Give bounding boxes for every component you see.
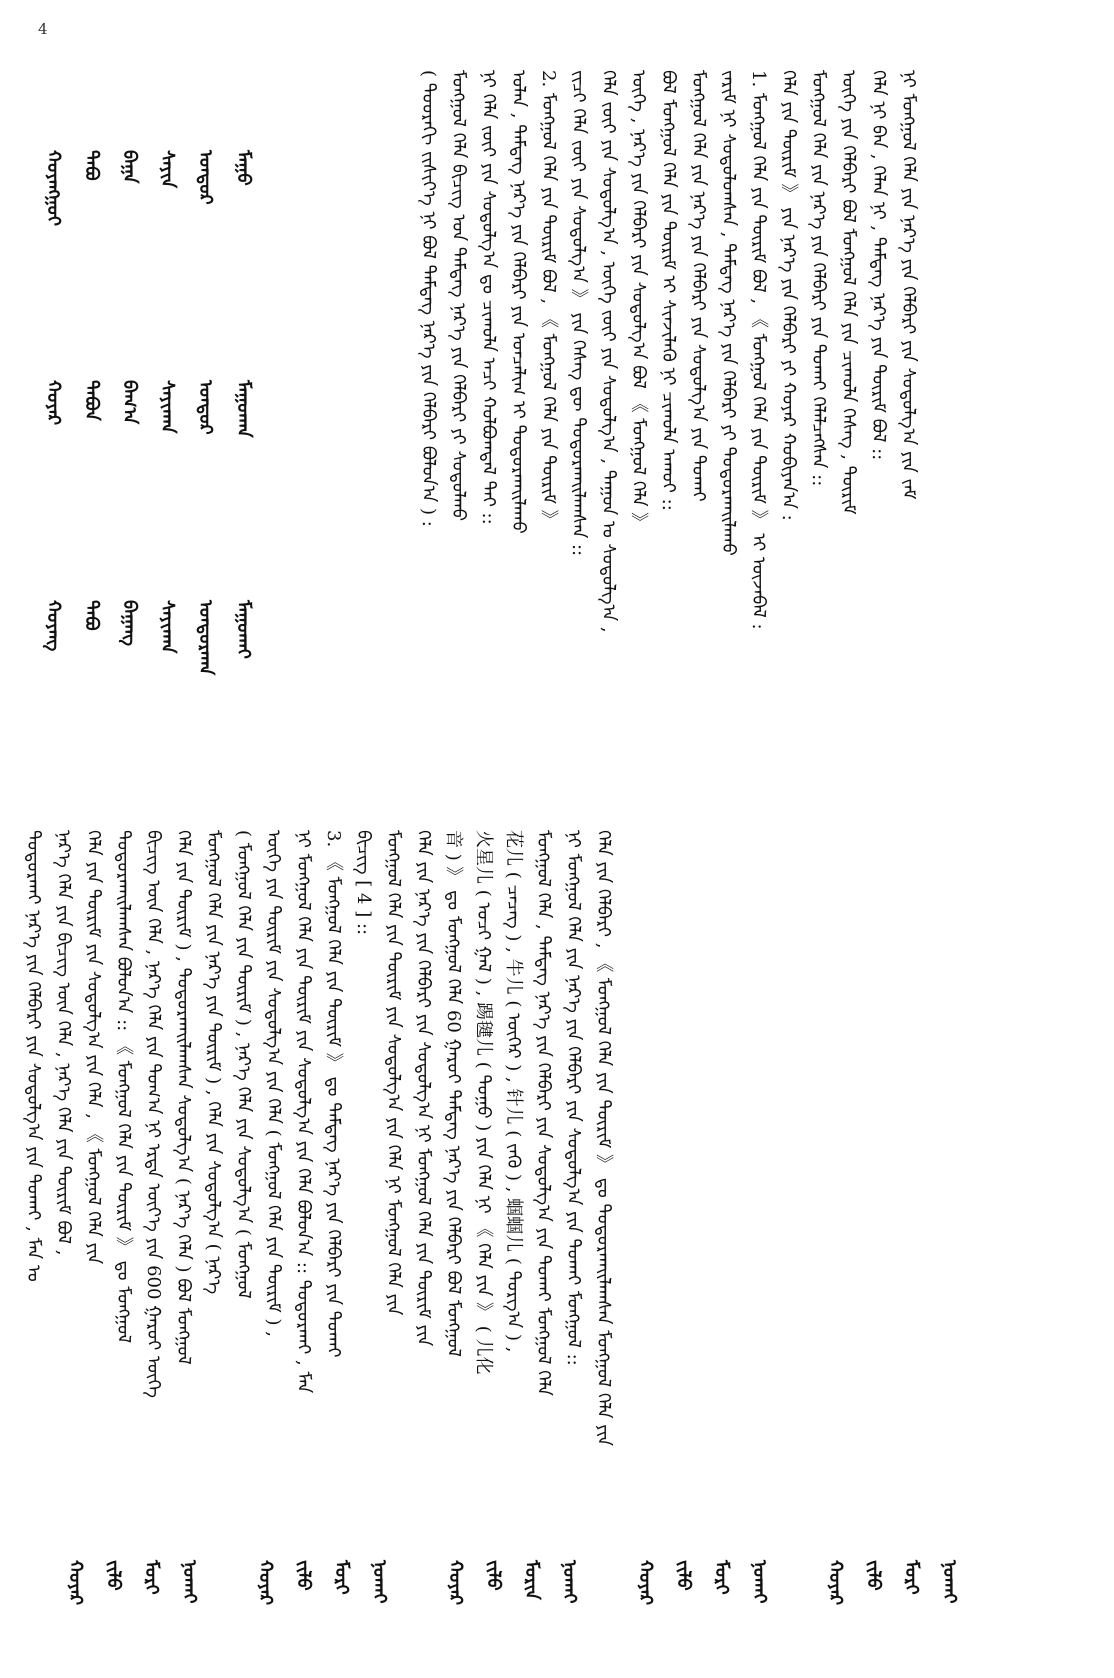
word-table-cell: ᠮᠣᠷᠢ [711, 1560, 732, 1595]
word-table-cell: ᠬᠣᠶᠠᠷ [825, 1560, 846, 1606]
text-line: ᠮᠣᠩᠭᠣᠯ ᠬᠡᠯᠡ ᠶᠢᠨ ᠨᠡᠷ᠎ᠡ ᠶᠢᠨ ᠳᠦᠷᠢᠮ ) , ᠬᠡᠯᠡ ᠶᠢᠨ ᠰᠤᠳᠤᠯᠭ᠎ᠠ ( ᠨᠡᠷ᠎ᠡ [203, 830, 224, 1295]
word-table-cell: ᠲᠠᠪᠤ [81, 600, 102, 631]
text-line: ᠮᠣᠩᠭᠣᠯ ᠬᠡᠯᠡ ᠶᠢᠨ ᠨᠡᠷ᠎ᠡ ᠶᠢᠨ ᠬᠡᠯᠪᠡᠷᠢ ᠶᠢᠨ ᠰᠤᠳᠤᠯᠭ᠎ᠠ ᠶᠢᠨ ᠲᠤᠬᠠᠢ [688, 70, 709, 502]
word-table-cell: ᠮᠠᠭᠤᠬᠠᠨ [233, 380, 254, 438]
word-table-cell: ᠤᠨᠳᠤᠷᠬᠠᠨ [195, 600, 216, 676]
bottom-text-columns [20, 830, 620, 1590]
word-table-cell: ᠬᠣᠶᠠᠷ [43, 380, 64, 426]
word-table-cell: ᠬᠣᠶᠠᠩ [43, 600, 64, 652]
word-table-cell: ᠨᠣᠬᠠᠢ [939, 1560, 960, 1604]
word-table-cell: ᠪᠠᠭ᠎ᠠ [119, 380, 140, 425]
text-line: ᠬᠡᠯᠡ ᠶᠢᠨ ᠨᠡᠷ᠎ᠡ ᠶᠢᠨ ᠬᠡᠯᠪᠡᠷᠢ ᠶᠢᠨ ᠰᠤᠳᠤᠯᠭ᠎ᠠ ᠨᠢ ᠮᠣᠩᠭᠣᠯ ᠬᠡᠯᠡ ᠶᠢᠨ ᠳᠦᠷᠢᠮ ᠶᠢᠨ [413, 830, 434, 1347]
text-line: ( ᠮᠣᠩᠭᠣᠯ ᠬᠡᠯᠡ ᠶᠢᠨ ᠳᠦᠷᠢᠮ ) , ᠨᠡᠷ᠎ᠡ ᠬᠡᠯᠡ ᠶᠢᠨ ᠰᠤᠳᠤᠯᠭ᠎ᠠ ( ᠮᠣᠩᠭᠣᠯ [233, 830, 254, 1299]
word-table-cell: ᠮᠠᠭᠤ [233, 150, 254, 186]
word-table-cell: ᠬᠣᠶᠠᠷ [65, 1560, 86, 1606]
text-line: ( ᠳᠣᠣᠷᠠᠬᠢ ᠵᠢᠱᠢᠶ᠎ᠡ ᠨᠢ ᠪᠣᠯ ᠲᠡᠮᠳᠡᠭ ᠨᠡᠷ᠎ᠡ ᠶᠢᠨ ᠬᠡᠯᠪᠡᠷᠢ ᠪᠣᠯᠤᠨ᠎ᠠ ) : [418, 70, 439, 527]
word-table-cell: ᠵᠢᠯᠦ [293, 1560, 314, 1591]
text-line: ᠬᠡᠯᠡ ᠶᠢᠨ ᠳᠦᠷᠢᠮ 》 ᠶᠢᠨ ᠨᠡᠷ᠎ᠡ ᠶᠢᠨ ᠬᠡᠯᠪᠡᠷᠢ ᠶᠢ ᠬᠣᠶᠠᠷ ᠬᠤᠪᠢᠶᠠᠨ᠎ᠠ : [778, 70, 799, 521]
top-paragraph-block [20, 70, 1100, 790]
bottom-paragraph-block [20, 830, 1100, 1590]
word-table-cell: ᠲᠠᠪᠤ [81, 150, 102, 181]
word-table-cell: ᠤᠨᠳᠤᠷ [195, 380, 216, 435]
text-line: 音 ) 》 ᠳᠤ ᠮᠣᠩᠭᠣᠯ ᠬᠡᠯᠡ 60 ᠭᠠᠷᠤᠢ ᠲᠡᠮᠳᠡᠭ ᠨᠡᠷ᠎ᠡ ᠶᠢᠨ ᠬᠡᠯᠪᠡᠷᠢ ᠪᠣᠯ ᠮᠣᠩᠭᠣᠯ [443, 830, 464, 1357]
text-line: ᠦᠭᠡ ᠶᠢᠨ ᠳᠦᠷᠢᠮ ᠶᠢᠨ ᠰᠤᠳᠤᠯᠭ᠎ᠠ ᠶᠢᠨ ᠬᠡᠯᠡ ( ᠮᠣᠩᠭᠣᠯ ᠬᠡᠯᠡ ᠶᠢᠨ ᠳᠦᠷᠢᠮ ) , [263, 830, 284, 1337]
top-text-columns [415, 70, 925, 790]
text-line: ᠵᠢᠴᠢ ᠬᠡᠯᠡ ᠵᠦᠢ ᠶᠢᠨ ᠰᠤᠳᠤᠯᠭ᠎ᠠ 》 ᠶᠢᠨ ᠬᠡᠰᠡᠭ ᠳᠦ ᠲᠣᠳᠣᠷᠬᠠᠢᠯᠠᠭᠰᠠᠨ :: [568, 70, 589, 557]
word-table-cell: ᠬᠣᠶᠠᠷ [635, 1560, 656, 1606]
text-line: ᠮᠣᠩᠭᠣᠯ ᠬᠡᠯᠡ ᠶᠢᠨ ᠨᠡᠷ᠎ᠡ ᠶᠢᠨ ᠬᠡᠯᠪᠡᠷᠢ ᠶᠢᠨ ᠲᠤᠬᠠᠢ ᠬᠡᠯᠡᠯᠴᠡᠭᠰᠡᠨ :: [808, 70, 829, 487]
word-table-cell: ᠮᠣᠷᠢ [901, 1560, 922, 1595]
text-line: 3. 《 ᠮᠣᠩᠭᠣᠯ ᠬᠡᠯᠡ ᠶᠢᠨ ᠳᠦᠷᠢᠮ 》 ᠳᠤ ᠲᠡᠮᠳᠡᠭ ᠨᠡᠷ᠎ᠡ ᠶᠢᠨ ᠬᠡᠯᠪᠡᠷᠢ ᠶᠢᠨ ᠲᠤᠬᠠᠢ [323, 830, 344, 1358]
text-line: ᠨᠡᠷ᠎ᠡ ᠬᠡᠯᠡ ᠶᠢᠨ ᠪᠢᠴᠢᠭ ᠦᠨ ᠬᠡᠯᠡ , ᠨᠡᠷ᠎ᠡ ᠬᠡᠯᠡ ᠶᠢᠨ ᠳᠦᠷᠢᠮ ᠪᠣᠯ , [53, 830, 74, 1256]
text-line: ᠬᠡᠯᠡ ᠶᠢᠨ ᠳᠦᠷᠢᠮ ᠶᠢᠨ ᠰᠤᠳᠤᠯᠭ᠎ᠠ ᠶᠢᠨ ᠬᠡᠯᠡ , 《 ᠮᠣᠩᠭᠣᠯ ᠬᠡᠯᠡ ᠶᠢᠨ [83, 830, 104, 1265]
text-line: ᠮᠣᠩᠭᠣᠯ ᠬᠡᠯᠡ ᠶᠢᠨ ᠳᠦᠷᠢᠮ ᠶᠢᠨ ᠰᠤᠳᠤᠯᠭ᠎ᠠ ᠶᠢᠨ ᠬᠡᠯᠡ ᠨᠢ ᠮᠣᠩᠭᠣᠯ ᠬᠡᠯᠡ ᠶᠢᠨ [383, 830, 404, 1316]
text-line: ᠵᠠᠷᠢᠮ ᠨᠢ ᠰᠤᠳᠤᠯᠤᠭᠰᠠᠨ , ᠲᠡᠮᠳᠡᠭ ᠨᠡᠷ᠎ᠡ ᠶᠢᠨ ᠬᠡᠯᠪᠡᠷᠢ ᠶᠢ ᠲᠣᠳᠣᠷᠬᠠᠢᠯᠠᠬᠤ [718, 70, 739, 556]
word-table-cell: ᠪᠠᠭᠠᠩ [119, 600, 140, 647]
word-table-cell: ᠮᠠᠭᠤᠬᠠᠢ [233, 600, 254, 659]
text-line: 2. ᠮᠣᠩᠭᠣᠯ ᠬᠡᠯᠡ ᠶᠢᠨ ᠳᠦᠷᠢᠮ ᠪᠣᠯ , 《 ᠮᠣᠩᠭᠣᠯ ᠬᠡᠯᠡ ᠶᠢᠨ ᠳᠦᠷᠢᠮ 》 [538, 70, 559, 528]
word-table-cell: ᠨᠣᠬᠠᠢ [559, 1560, 580, 1604]
word-table-cell: ᠨᠣᠬᠠᠢ [179, 1560, 200, 1604]
word-table-cell: ᠵᠢᠯᠦ [483, 1560, 504, 1591]
word-table-cell: ᠮᠣᠷᠢ [331, 1560, 352, 1595]
word-table-cell: ᠤᠨᠳᠤᠷ [195, 150, 216, 205]
text-line: ᠬᠡᠯᠡ ᠶᠢᠨ ᠬᠡᠯᠪᠡᠷᠢ , 《 ᠮᠣᠩᠭᠣᠯ ᠬᠡᠯᠡ ᠶᠢᠨ ᠳᠦᠷᠢᠮ 》 ᠳᠤ ᠲᠣᠳᠣᠷᠬᠠᠢᠯᠠᠭᠰᠠᠨ ᠮᠣᠩᠭᠣᠯ ᠬᠡᠯᠡ ᠶᠢᠨ [593, 830, 614, 1447]
word-table-cell: ᠮᠣᠷᠢᠨ [521, 1560, 542, 1600]
text-line: ᠬᠡᠯᠡ ᠵᠦᠢ ᠶᠢᠨ ᠰᠤᠳᠤᠯᠭ᠎ᠠ , ᠦᠭᠡ ᠵᠦᠢ ᠶᠢᠨ ᠰᠤᠳᠤᠯᠭ᠎ᠠ , ᠳᠠᠭᠤᠨ ᠤ ᠰᠤᠳᠤᠯᠭ᠎ᠠ , [598, 70, 619, 633]
text-line: ᠮᠣᠩᠭᠣᠯ ᠬᠡᠯᠡ , ᠲᠡᠮᠳᠡᠭ ᠨᠡᠷ᠎ᠡ ᠶᠢᠨ ᠬᠡᠯᠪᠡᠷᠢ ᠶᠢᠨ ᠰᠤᠳᠤᠯᠭ᠎ᠠ ᠶᠢᠨ ᠲᠤᠬᠠᠢ ᠮᠣᠩᠭᠣᠯ ᠬᠡᠯᠡ [533, 830, 554, 1396]
text-line: ᠲᠣᠳᠣᠷᠬᠠᠢ ᠨᠡᠷ᠎ᠡ ᠶᠢᠨ ᠬᠡᠯᠪᠡᠷᠢ ᠶᠢᠨ ᠰᠤᠳᠤᠯᠭ᠎ᠠ ᠶᠢᠨ ᠲᠤᠬᠠᠢ , ᠮᠠᠨ ᠤ [23, 830, 44, 1282]
text-line: ᠨᠢ ᠬᠡᠯᠡ ᠵᠦᠢ ᠶᠢᠨ ᠰᠤᠳᠤᠯᠭ᠎ᠠ ᠳᠤ ᠴᠢᠬᠤᠯᠠ ᠠᠴᠢ ᠬᠣᠯᠪᠣᠭᠳᠠᠯ ᠲᠠᠢ :: [478, 70, 499, 525]
text-line: ᠮᠣᠩᠭᠣᠯ ᠬᠡᠯᠡ ᠪᠢᠴᠢᠭ ᠤᠨ ᠲᠡᠮᠳᠡᠭ ᠨᠡᠷ᠎ᠡ ᠶᠢᠨ ᠬᠡᠯᠪᠡᠷᠢ ᠶᠢ ᠰᠤᠳᠤᠯᠬᠤ [448, 70, 469, 521]
word-table-cell: ᠨᠣᠬᠠᠢ [369, 1560, 390, 1604]
word-table-cell: ᠲᠠᠪᠤᠨ [81, 380, 102, 421]
text-line: ᠪᠢᠴᠢᠭ ᠦᠨ ᠬᠡᠯᠡ , ᠨᠡᠷ᠎ᠡ ᠬᠡᠯᠡ ᠶᠢᠨ ᠲᠣᠭ᠎ᠠ ᠨᠢ ᠡᠷᠲᠡ ᠦᠶ᠎ᠡ ᠶᠢᠨ 600 ᠭᠠᠷᠤᠢ ᠦᠭᠡ [143, 830, 164, 1398]
word-table-cell: ᠨᠣᠬᠠᠢ [749, 1560, 770, 1604]
word-table-cell: ᠬᠣᠶᠠᠩᠭᠤᠢ [43, 150, 64, 226]
word-table-cell: ᠬᠣᠶᠠᠷ [255, 1560, 276, 1606]
word-table-cell: ᠰᠠᠶᠢᠨ [157, 150, 178, 189]
text-line: ᠦᠭᠡ , ᠨᠡᠷ᠎ᠡ ᠶᠢᠨ ᠬᠡᠯᠪᠡᠷᠢ ᠶᠢᠨ ᠰᠤᠳᠤᠯᠭ᠎ᠠ ᠪᠣᠯ 《 ᠮᠣᠩᠭᠣᠯ ᠬᠡᠯᠡ 》 [628, 70, 649, 531]
text-line: ᠪᠢᠴᠢᠭ [ 4 ] :: [353, 830, 374, 936]
page-number: 4 [38, 20, 48, 38]
word-table-cell: ᠰᠠᠶᠢᠬᠠᠨ [157, 600, 178, 654]
word-table-cell: ᠪᠠᠭᠠ [119, 150, 140, 184]
text-line: ᠨᠢ ᠮᠣᠩᠭᠣᠯ ᠬᠡᠯᠡ ᠶᠢᠨ ᠳᠦᠷᠢᠮ ᠶᠢᠨ ᠰᠤᠳᠤᠯᠭ᠎ᠠ ᠶᠢᠨ ᠬᠡᠯᠡ ᠪᠣᠯᠤᠨ᠎ᠠ :: ᠲᠣᠳᠣᠷᠬᠠᠢ , ᠮᠠᠨ [293, 830, 314, 1394]
text-line: ᠬᠡᠯᠡ ᠨᠢ ᠪᠠᠨ , ᠬᠡᠯᠡᠨ ᠨᠢ , ᠲᠡᠮᠳᠡᠭ ᠨᠡᠷ᠎ᠡ ᠶᠢᠨ ᠳᠦᠷᠢᠮ ᠪᠣᠯ :: [868, 70, 889, 461]
text-line: ᠬᠡᠯᠡ ᠶᠢᠨ ᠳᠦᠷᠢᠮ ) , ᠲᠣᠳᠣᠷᠬᠠᠢᠯᠠᠭᠰᠠᠨ ᠰᠤᠳᠤᠯᠭ᠎ᠠ ( ᠨᠡᠷ᠎ᠡ ᠬᠡᠯᠡ ) ᠪᠣᠯ ᠮᠣᠩᠭᠣᠯ [173, 830, 194, 1365]
text-line: ᠨᠢ ᠮᠣᠩᠭᠣᠯ ᠬᠡᠯᠡ ᠶᠢᠨ ᠨᠡᠷ᠎ᠡ ᠶᠢᠨ ᠬᠡᠯᠪᠡᠷᠢ ᠶᠢᠨ ᠰᠤᠳᠤᠯᠭ᠎ᠠ ᠶᠢᠨ ᠵᠠᠮ [898, 70, 919, 500]
word-table-cell: ᠵᠢᠯᠦ [103, 1560, 124, 1591]
word-table-cell: ᠬᠣᠶᠠᠷ [445, 1560, 466, 1606]
text-line: ᠨᠢ ᠮᠣᠩᠭᠣᠯ ᠬᠡᠯᠡ ᠶᠢᠨ ᠨᠡᠷ᠎ᠡ ᠶᠢᠨ ᠬᠡᠯᠪᠡᠷᠢ ᠶᠢᠨ ᠰᠤᠳᠤᠯᠭ᠎ᠠ ᠶᠢᠨ ᠲᠤᠬᠠᠢ ᠮᠣᠩᠭᠣᠯ :: [563, 830, 584, 1366]
text-line: 1. ᠮᠣᠩᠭᠣᠯ ᠬᠡᠯᠡ ᠶᠢᠨ ᠳᠦᠷᠢᠮ ᠪᠣᠯ , 《 ᠮᠣᠩᠭᠣᠯ ᠬᠡᠯᠡ ᠶᠢᠨ ᠳᠦᠷᠢᠮ 》 ᠢ ᠦᠵᠡᠪᠡᠯ : [748, 70, 769, 630]
word-table-cell: ᠵᠢᠯᠦ [863, 1560, 884, 1591]
text-line: ᠦᠭᠡ ᠶᠢᠨ ᠬᠡᠯᠪᠡᠷᠢ ᠪᠣᠯ ᠮᠣᠩᠭᠣᠯ ᠬᠡᠯᠡ ᠶᠢᠨ ᠴᠢᠬᠤᠯᠠ ᠬᠡᠰᠡᠭ , ᠳᠦᠷᠢᠮ [838, 70, 859, 515]
text-line: 花儿 ( ᠴᠡᠴᠡᠭ ) , 牛儿 ( ᠦᠬᠡᠷ ) , 针儿 ( ᠵᠡᠭᠦ ) , 蝈蝈儿 ( ᠲᠣᠷᠭ᠎ᠠ ) , [503, 830, 524, 1353]
word-table-cell: ᠮᠣᠷᠢ [141, 1560, 162, 1595]
word-table-cell: ᠵᠢᠯᠦ [673, 1560, 694, 1591]
text-line: 火星儿 ( ᠣᠴᠢ ᠭᠠᠯ ) , 踢毽儿 ( ᠲᠣᠭ᠋ᠤ ) ᠶᠢᠨ ᠬᠡᠯᠡ ᠨᠢ 《 ᠬᠡᠯᠡ ᠶᠢᠨ 》 ( 儿化 [473, 830, 494, 1375]
text-line: ᠲᠣᠳᠣᠷᠬᠠᠢᠯᠠᠭᠰᠠᠨ ᠪᠣᠯᠤᠨ᠎ᠠ :: 《 ᠮᠣᠩᠭᠣᠯ ᠬᠡᠯᠡ ᠶᠢᠨ ᠳᠦᠷᠢᠮ 》 ᠳᠤ ᠮᠣᠩᠭᠣᠯ [113, 830, 134, 1344]
bottom-word-table [60, 1560, 1060, 1660]
word-table-cell: ᠰᠠᠶᠢᠬᠠᠨ [157, 380, 178, 434]
text-line: ᠪᠣᠯ ᠮᠣᠩᠭᠣᠯ ᠬᠡᠯᠡ ᠶᠢᠨ ᠳᠦᠷᠢᠮ ᠢ ᠰᠢᠨᠵᠢᠯᠡᠬᠦ ᠨᠢ ᠴᠢᠬᠤᠯᠠ ᠠᠬᠤᠢ :: [658, 70, 679, 511]
text-line: ᠣᠯᠠᠨ , ᠲᠡᠮᠳᠡᠭ ᠨᠡᠷ᠎ᠡ ᠶᠢᠨ ᠬᠡᠯᠪᠡᠷᠢ ᠶᠢᠨ ᠣᠨᠴᠠᠯᠢᠭ ᠢ ᠲᠣᠳᠣᠷᠬᠠᠢᠯᠠᠬᠤ [508, 70, 529, 534]
